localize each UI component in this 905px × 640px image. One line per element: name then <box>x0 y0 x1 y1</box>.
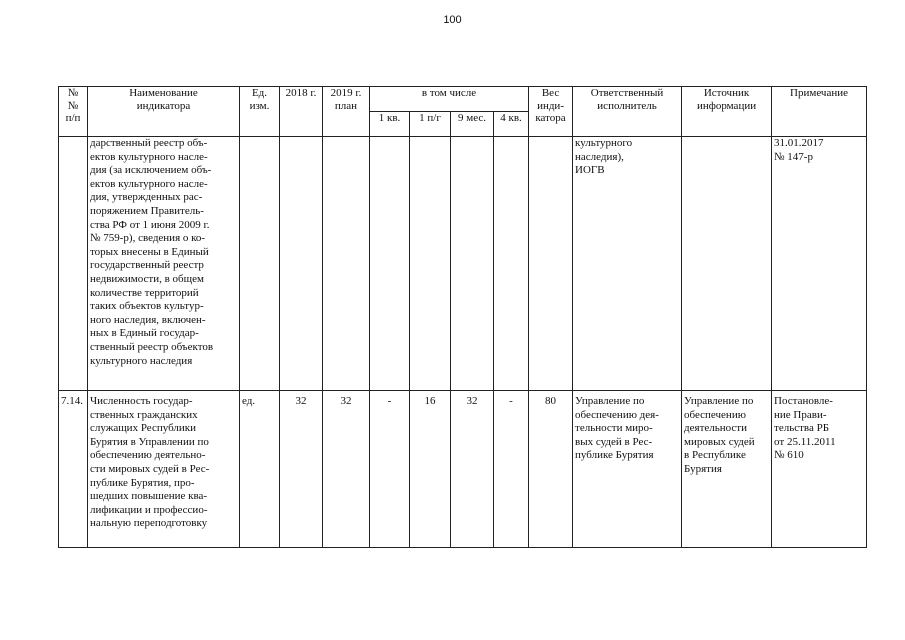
page-number: 100 <box>443 14 462 26</box>
row-source <box>682 137 772 391</box>
header-num: № № п/п <box>59 87 88 137</box>
header-9m: 9 мес. <box>451 112 494 137</box>
indicator-table <box>58 86 867 548</box>
header-2018: 2018 г. <box>280 87 323 137</box>
header-h1: 1 п/г <box>410 112 451 137</box>
row-unit <box>240 137 280 391</box>
row-indicator-name: дарственный реестр объ- ектов культурного насле- дия (за исключением объ- ектов культурного насле- дия, утвержденных рас- поряжением Правитель- ства РФ от 1 июня 2009 г. № 759-р), сведения о ко- торых внесены в Единый государственный реестр недвижимости, в общем количестве территорий таких объектов культур- ного наследия, включен- ных в Единый государ- ственный реестр объектов культурного наследия <box>88 137 240 391</box>
row-2018: 32 <box>280 391 323 548</box>
row-2018 <box>280 137 323 391</box>
row-weight: 80 <box>529 391 573 548</box>
row-h1 <box>410 137 451 391</box>
header-responsible: Ответственный исполнитель <box>573 87 682 137</box>
header-name: Наименование индикатора <box>88 87 240 137</box>
row-note: 31.01.2017 № 147-р <box>772 137 867 391</box>
row-unit: ед. <box>240 391 280 548</box>
row-9m <box>451 137 494 391</box>
header-note: Примечание <box>772 87 867 137</box>
row-2019: 32 <box>323 391 370 548</box>
row-q4: - <box>494 391 529 548</box>
header-2019: 2019 г. план <box>323 87 370 137</box>
row-h1: 16 <box>410 391 451 548</box>
row-9m: 32 <box>451 391 494 548</box>
row-q1: - <box>370 391 410 548</box>
row-note: Постановле- ние Прави- тельства РБ от 25.11.2011 № 610 <box>772 391 867 548</box>
row-q4 <box>494 137 529 391</box>
table-row <box>59 391 867 548</box>
header-unit: Ед. изм. <box>240 87 280 137</box>
row-indicator-name: Численность государ- ственных гражданских служащих Республики Бурятия в Управлении по обеспечению деятельно- сти мировых судей в Рес- публике Бурятия, про- шедших повышение ква- лификации и профессио- нальную переподготовку <box>88 391 240 548</box>
row-q1 <box>370 137 410 391</box>
row-responsible: Управление по обеспечению дея- тельности миро- вых судей в Рес- публике Бурятия <box>573 391 682 548</box>
header-q1: 1 кв. <box>370 112 410 137</box>
row-num <box>59 137 88 391</box>
table-row <box>59 137 867 391</box>
header-including: в том числе <box>370 87 529 112</box>
row-responsible: культурного наследия), ИОГВ <box>573 137 682 391</box>
row-num: 7.14. <box>59 391 88 548</box>
header-source: Источник информации <box>682 87 772 137</box>
row-2019 <box>323 137 370 391</box>
header-weight: Вес инди- катора <box>529 87 573 137</box>
header-q4: 4 кв. <box>494 112 529 137</box>
row-weight <box>529 137 573 391</box>
row-source: Управление по обеспечению деятельности мировых судей в Республике Бурятия <box>682 391 772 548</box>
